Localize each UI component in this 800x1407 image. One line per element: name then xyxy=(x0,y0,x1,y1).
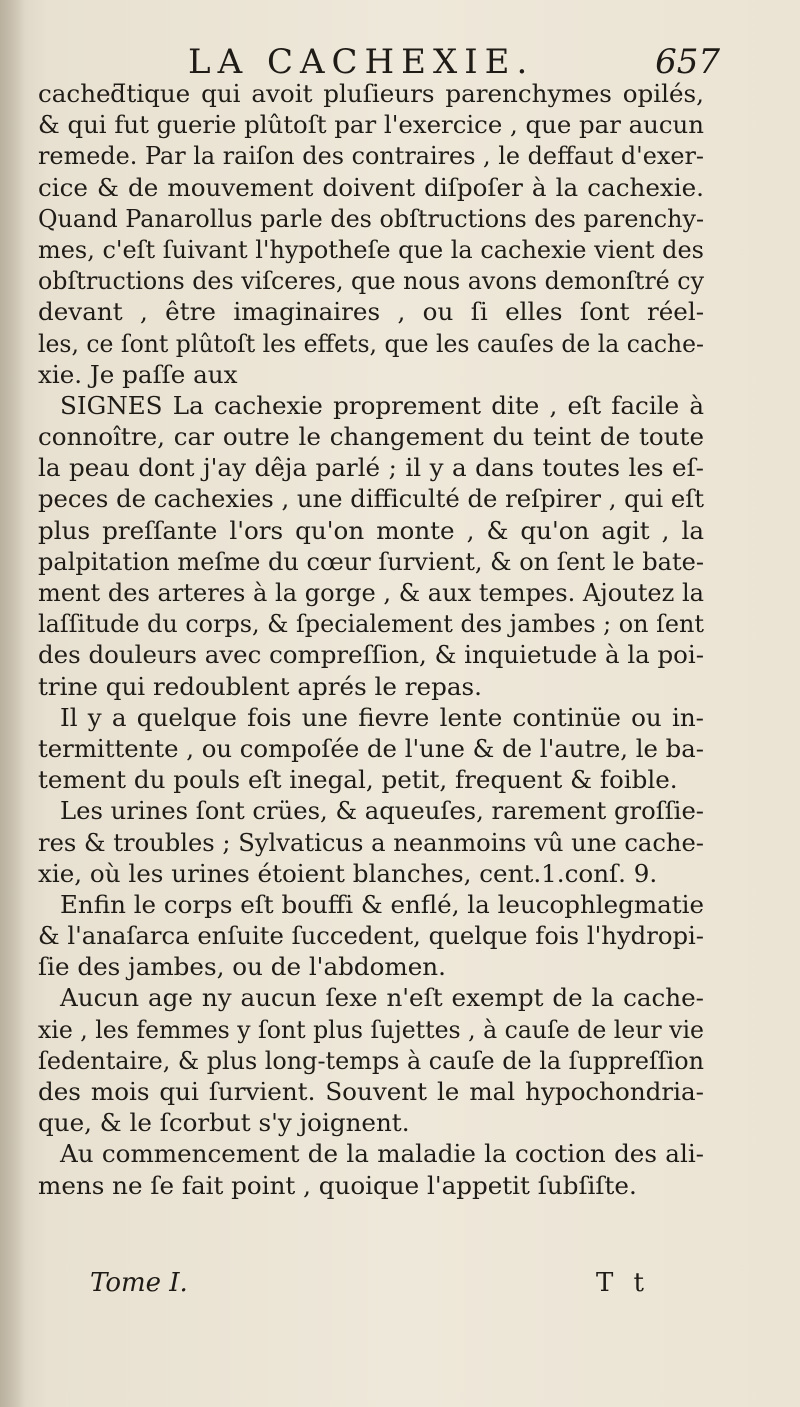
running-title: LA CACHEXIE. xyxy=(188,42,535,82)
spine-shadow xyxy=(0,0,26,1407)
volume-label: Tome I. xyxy=(90,1268,188,1298)
text-line: Il y a quelque fois une fievre lente continüe ou in- xyxy=(60,702,704,732)
text-line: trine qui redoublent aprés le repas. xyxy=(38,671,482,701)
text-line: ment des arteres à la gorge , & aux tempes. Ajoutez la xyxy=(38,578,704,607)
text-line: ſie des jambes, ou de l'abdomen. xyxy=(38,952,446,982)
text-line: plus preſſante l'ors qu'on monte , & qu'on agit , la xyxy=(38,515,704,545)
text-line: Aucun age ny aucun ſexe n'eſt exempt de la cache- xyxy=(60,983,704,1013)
text-line: remede. Par la raiſon des contraires , le deffaut d'exer- xyxy=(38,141,704,171)
text-line: res & troubles ; Sylvaticus a neanmoins vû une cache- xyxy=(38,827,704,857)
text-line: des mois qui ſurvient. Souvent le mal hypochondria- xyxy=(38,1077,704,1106)
text-line: mes, c'eſt ſuivant l'hypotheſe que la cachexie vient des xyxy=(38,234,704,264)
text-line: laſſitude du corps, & ſpecialement des jambes ; on ſent xyxy=(38,609,704,639)
text-line: Au commencement de la maladie la coction des ali- xyxy=(60,1139,704,1169)
text-line: devant , être imaginaires , ou ſi elles ſont réel- xyxy=(38,297,704,327)
text-line: la peau dont j'ay dêja parlé ; il y a dans toutes les eſ- xyxy=(38,453,704,483)
page-number: 657 xyxy=(655,42,720,82)
text-line: tement du pouls eſt inegal, petit, frequent & foible. xyxy=(38,765,678,795)
text-line: palpitation meſme du cœur ſurvient, & on ſent le bate- xyxy=(38,546,704,576)
text-line: SIGNES La cachexie proprement dite , eſt facile à xyxy=(60,390,704,420)
text-line: cacheƌtique qui avoit pluſieurs parenchymes opilés, xyxy=(38,79,704,108)
text-line: que, & le ſcorbut s'y joignent. xyxy=(38,1108,410,1138)
text-line: xie, où les urines étoient blanches, cent.1.conſ. 9. xyxy=(38,858,658,888)
body-text xyxy=(38,78,704,1201)
text-line: xie , les femmes y ſont plus ſujettes , à cauſe de leur vie xyxy=(38,1014,704,1044)
text-line: xie. Je paſſe aux xyxy=(38,359,238,389)
text-line: termittente , ou compoſée de l'une & de l'autre, le ba- xyxy=(38,733,704,763)
text-line: & l'anaſarca enſuite ſuccedent, quelque fois l'hydropi- xyxy=(38,921,704,951)
text-line: Les urines ſont crües, & aqueuſes, rarement groſſie- xyxy=(60,796,704,826)
text-line: cice & de mouvement doivent diſpoſer à la cachexie. xyxy=(38,172,704,202)
text-line: obſtructions des viſceres, que nous avons demonſtré cy xyxy=(38,266,704,296)
page-footer xyxy=(90,1268,650,1308)
text-line: ſedentaire, & plus long-temps à cauſe de la ſuppreſſion xyxy=(38,1045,704,1075)
text-line: peces de cachexies , une difficulté de reſpirer , qui eſt xyxy=(38,484,704,514)
text-line: Quand Panarollus parle des obſtructions des parenchy- xyxy=(38,203,704,233)
signature-mark: T t xyxy=(595,1268,650,1298)
text-line: mens ne ſe fait point , quoique l'appetit ſubſiſte. xyxy=(38,1170,637,1200)
text-line: les, ce ſont plûtoſt les effets, que les cauſes de la cache- xyxy=(38,328,704,358)
text-line: Enfin le corps eſt bouffi & enflé, la leucophlegmatie xyxy=(60,889,704,919)
text-line: & qui fut guerie plûtoſt par l'exercice , que par aucun xyxy=(38,110,704,140)
text-line: des douleurs avec compreſſion, & inquietude à la poi- xyxy=(38,640,704,670)
text-line: connoître, car outre le changement du teint de toute xyxy=(38,422,704,452)
